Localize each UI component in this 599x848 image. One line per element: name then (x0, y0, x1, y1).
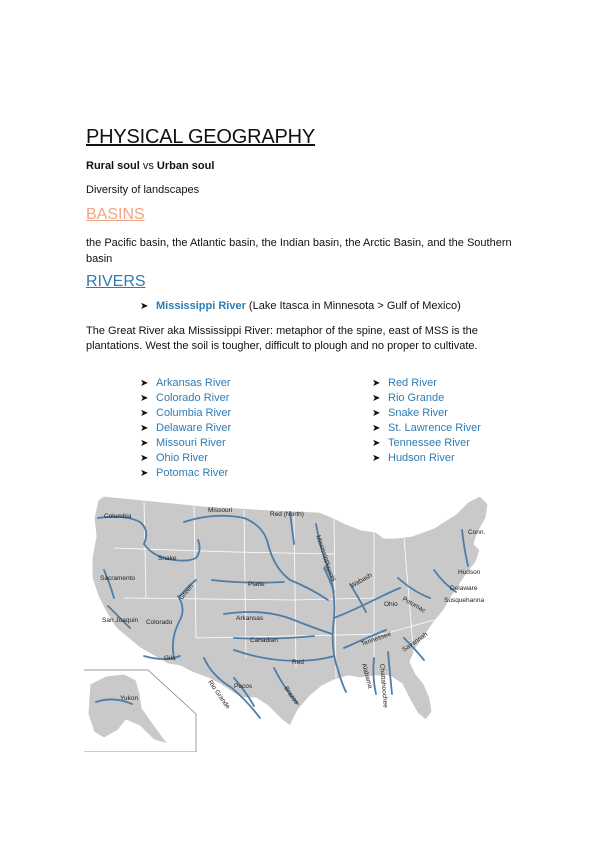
list-item (140, 391, 231, 406)
map-label-hudson: Hudson (458, 569, 481, 576)
river-name: Arkansas River (156, 377, 231, 389)
list-item (372, 421, 481, 436)
arrow-bullet-icon: ➤ (140, 393, 149, 404)
map-label-colorado: Colorado (146, 619, 173, 626)
arrow-bullet-icon: ➤ (372, 393, 381, 404)
map-label-columbia: Columbia (104, 513, 132, 520)
arrow-bullet-icon: ➤ (372, 378, 381, 389)
map-label-brazos: Brazos (282, 685, 300, 706)
map-label-missouri: Missouri (208, 507, 233, 514)
river-name: Hudson River (388, 452, 455, 464)
map-label-wabash: Wabash (349, 571, 374, 590)
mississippi-bullet (140, 300, 461, 312)
river-name: Potomac River (156, 467, 229, 479)
diversity-text: Diversity of landscapes (86, 184, 200, 196)
river-name: Snake River (388, 407, 448, 419)
alaska-inset (88, 674, 168, 744)
arrow-bullet-icon: ➤ (140, 423, 149, 434)
arrow-bullet-icon: ➤ (372, 423, 381, 434)
basins-paragraph: the Pacific basin, the Atlantic basin, the Indian basin, the Arctic Basin, and the Southern basin (86, 237, 512, 265)
river-name: Red River (388, 377, 437, 389)
map-label-arkansas: Arkansas (236, 615, 264, 622)
map-label-red-north: Red (North) (270, 511, 304, 518)
map-label-snake: Snake (158, 555, 177, 562)
rural-soul-text: Rural soul (86, 160, 140, 172)
map-label-canadian: Canadian (250, 637, 278, 644)
map-label-pecos: Pecos (234, 683, 253, 690)
map-label-gila: Gila (164, 655, 176, 662)
urban-soul-text: Urban soul (156, 160, 215, 172)
arrow-bullet-icon: ➤ (140, 301, 149, 312)
map-label-susquehanna: Susquehanna (444, 597, 485, 604)
map-label-alabama: Alabama (360, 662, 374, 690)
mississippi-name: Mississippi River (156, 300, 246, 312)
map-label-chattahoochee: Chattahoochee (378, 663, 389, 709)
map-label-san-joaquin: San Joaquin (102, 617, 139, 624)
list-item (372, 451, 481, 466)
list-item (372, 436, 481, 451)
arrow-bullet-icon: ➤ (140, 378, 149, 389)
map-label-platte: Platte (248, 581, 265, 588)
map-label-sacramento: Sacramento (100, 575, 136, 582)
map-label-red: Red (292, 659, 304, 666)
river-name: Tennessee River (388, 437, 470, 449)
map-label-yukon: Yukon (120, 695, 139, 702)
river-name: Colorado River (156, 392, 230, 404)
arrow-bullet-icon: ➤ (140, 468, 149, 479)
list-item (372, 376, 481, 391)
list-item (372, 391, 481, 406)
list-item (140, 406, 231, 421)
arrow-bullet-icon: ➤ (140, 453, 149, 464)
river-name: Columbia River (156, 407, 232, 419)
great-river-paragraph: The Great River aka Mississippi River: metaphor of the spine, east of MSS is the plantations. West the soil is tougher, difficult to plough and no proper to cultivate. (86, 325, 478, 352)
map-label-delaware: Delaware (450, 585, 478, 592)
river-name: Rio Grande (388, 392, 445, 404)
map-label-conn: Conn. (468, 529, 486, 536)
rivers-list-right (372, 376, 481, 466)
vs-text: vs (139, 160, 157, 172)
rural-vs-urban-line (86, 160, 214, 172)
us-rivers-map (84, 488, 500, 752)
map-label-mississippi: Mississippi (314, 534, 332, 567)
arrow-bullet-icon: ➤ (372, 408, 381, 419)
river-name: St. Lawrence River (388, 422, 481, 434)
map-label-green: Green (178, 582, 196, 602)
basins-heading: BASINS (86, 206, 145, 223)
list-item (140, 421, 231, 436)
map-label-savannah: Savannah (401, 631, 430, 654)
page-title: PHYSICAL GEOGRAPHY (86, 126, 316, 148)
river-name: Ohio River (156, 452, 208, 464)
rivers-heading: RIVERS (86, 273, 146, 290)
map-label-illinois: Illinois (322, 563, 338, 583)
arrow-bullet-icon: ➤ (372, 453, 381, 464)
arrow-bullet-icon: ➤ (372, 438, 381, 449)
arrow-bullet-icon: ➤ (140, 408, 149, 419)
arrow-bullet-icon: ➤ (140, 438, 149, 449)
map-label-potomac: Potomac (401, 595, 427, 615)
mississippi-note: (Lake Itasca in Minnesota > Gulf of Mexico) (245, 300, 461, 312)
list-item (140, 376, 231, 391)
list-item (140, 451, 231, 466)
list-item (372, 406, 481, 421)
rivers-list-left (140, 376, 231, 481)
map-label-ohio: Ohio (384, 601, 398, 608)
river-name: Delaware River (156, 422, 232, 434)
map-label-rio-grande: Rio Grande (206, 679, 232, 711)
river-name: Missouri River (156, 437, 226, 449)
list-item (140, 466, 231, 481)
list-item (140, 436, 231, 451)
map-label-tennessee: Tennessee (360, 630, 393, 648)
